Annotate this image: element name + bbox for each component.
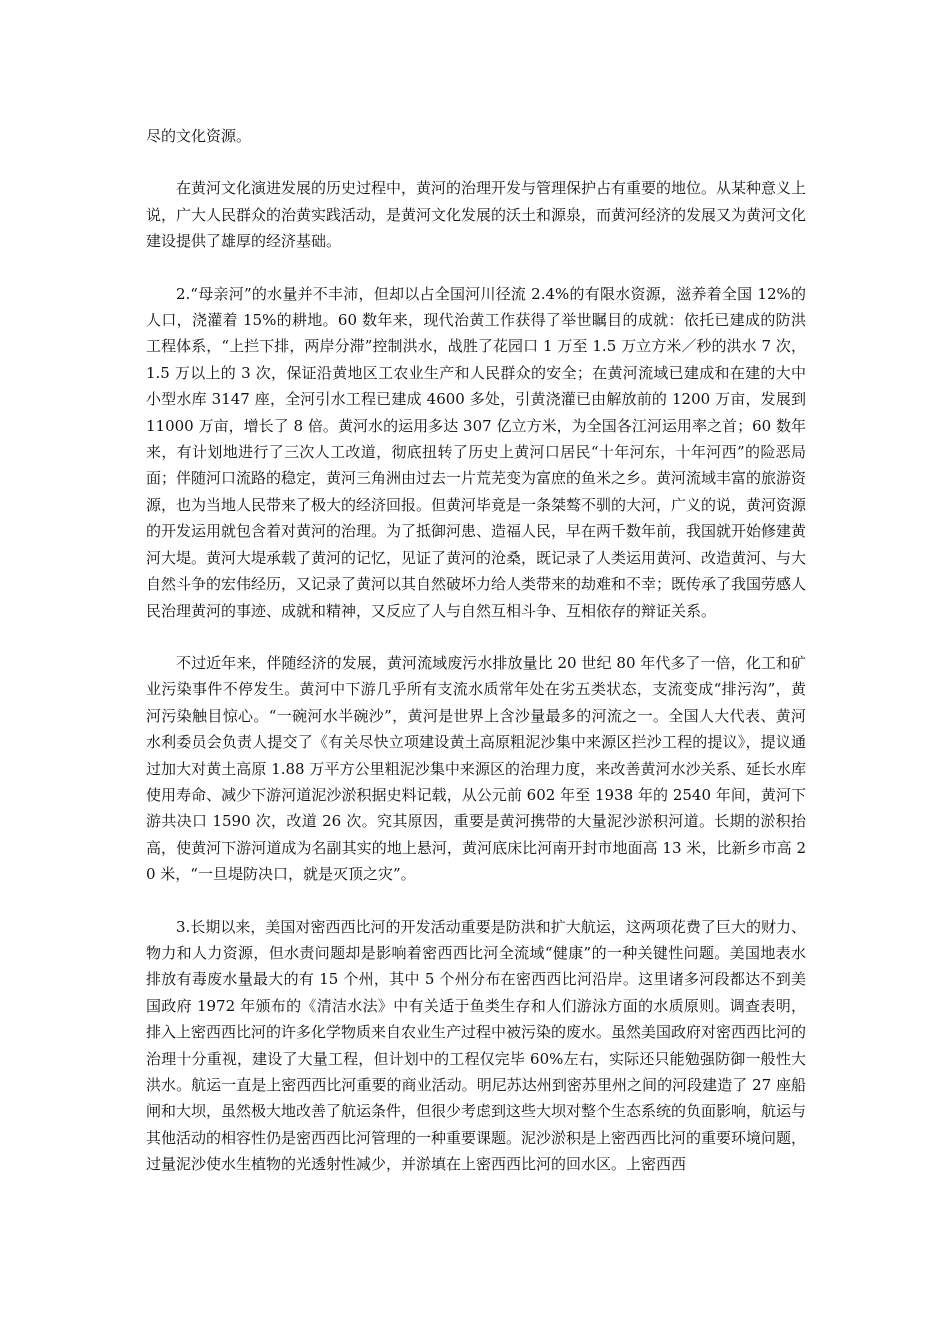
paragraph-mississippi: 3.长期以来，美国对密西西比河的开发活动重要是防洪和扩大航运，这两项花费了巨大的财力、物力和人力资源，但水责问题却是影响着密西西比河全流域“健康”的一种关键性问题。美国地表水排放有毒废水量最大的有 15 个州，其中 5 个州分布在密西西比河沿岸。这里诸多河段都达不到美国政府 1972 年颁布的《清洁水法》中有关适于鱼类生存和人们游泳方面的水质原则。调查表明，排入上密西西比河的许多化学物质来自农业生产过程中被污染的废水。虽然美国政府对密西西比河的治理十分重视，建设了大量工程，但计划中的工程仅完毕 60%左右，实际还只能勉强防御一般性大洪水。航运一直是上密西西比河重要的商业活动。明尼苏达州到密苏里州之间的河段建造了 27 座船闸和大坝，虽然极大地改善了航运条件，但很少考虑到这些大坝对整个生态系统的负面影响，航运与其他活动的相容性仍是密西西比河管理的一种重要课题。泥沙淤积是上密西西比河的重要环境问题，过量泥沙使水生植物的光透射性减少，并淤填在上密西西比河的回水区。上密西西: [146, 917, 807, 1174]
paragraph-mother-river: 2.“母亲河”的水量并不丰沛，但却以占全国河川径流 2.4%的有限水资源，滋养着全国 12%的人口，浇灌着 15%的耕地。60 数年来，现代治黄工作获得了举世瞩目的成就：依托已建成的防洪工程体系，“上拦下排，两岸分滞”控制洪水，战胜了花园口 1 万至 1.5 万立方米／秒的洪水 7 次，1.5 万以上的 3 次，保证沿黄地区工农业生产和人民群众的安全；在黄河流域已建成和在建的大中小型水库 3147 座，全河引水工程已建成 4600 多处，引黄浇灌已由解放前的 1200 万亩，发展到 11000 万亩，增长了 8 倍。黄河水的运用多达 307 亿立方米，为全国各江河运用率之首；60 数年来，有计划地进行了三次人工改道，彻底扭转了历史上黄河口居民“十年河东，十年河西”的险恶局面；伴随河口流路的稳定，黄河三角洲由过去一片荒芜变为富庶的鱼米之乡。黄河流域丰富的旅游资源，也为当地人民带来了极大的经济回报。但黄河毕竟是一条桀骜不驯的大河，广义的说，黄河资源的开发运用就包含着对黄河的治理。为了抵御河患、造福人民，早在两千数年前，我国就开始修建黄河大堤。黄河大堤承载了黄河的记忆，见证了黄河的沧桑，既记录了人类运用黄河、改造黄河、与大自然斗争的宏伟经历，又记录了黄河以其自然破坏力给人类带来的劫难和不幸；既传承了我国劳感人民治理黄河的事迹、成就和精神，又反应了人与自然互相斗争、互相依存的辩证关系。: [146, 284, 807, 620]
body-text: [146, 123, 806, 1204]
paragraph-pollution-sediment: 不过近年来，伴随经济的发展，黄河流域废污水排放量比 20 世纪 80 年代多了一倍，化工和矿业污染事件不停发生。黄河中下游几乎所有支流水质常年处在劣五类状态，支流变成“排污沟”，黄河污染触目惊心。“一碗河水半碗沙”，黄河是世界上含沙量最多的河流之一。全国人大代表、黄河水利委员会负责人提交了《有关尽快立项建设黄土高原粗泥沙集中来源区拦沙工程的提议》，提议通过加大对黄土高原 1.88 万平方公里粗泥沙集中来源区的治理力度，来改善黄河水沙关系、延长水库使用寿命、减少下游河道泥沙淤积据史料记载，从公元前 602 年至 1938 年的 2540 年间，黄河下游共决口 1590 次，改道 26 次。究其原因，重要是黄河携带的大量泥沙淤积河道。长期的淤积抬高，使黄河下游河道成为名副其实的地上悬河，黄河底床比河南开封市地面高 13 米，比新乡市高 20 米，“一旦堤防决口，就是灭顶之灾”。: [146, 653, 806, 884]
paragraph-yellow-river-culture: 在黄河文化演进发展的历史过程中，黄河的治理开发与管理保护占有重要的地位。从某种意义上说，广大人民群众的治黄实践活动，是黄河文化发展的沃土和源泉，而黄河经济的发展又为黄河文化建设提供了雄厚的经济基础。: [146, 179, 807, 251]
paragraph-continuation: 尽的文化资源。: [146, 127, 252, 145]
